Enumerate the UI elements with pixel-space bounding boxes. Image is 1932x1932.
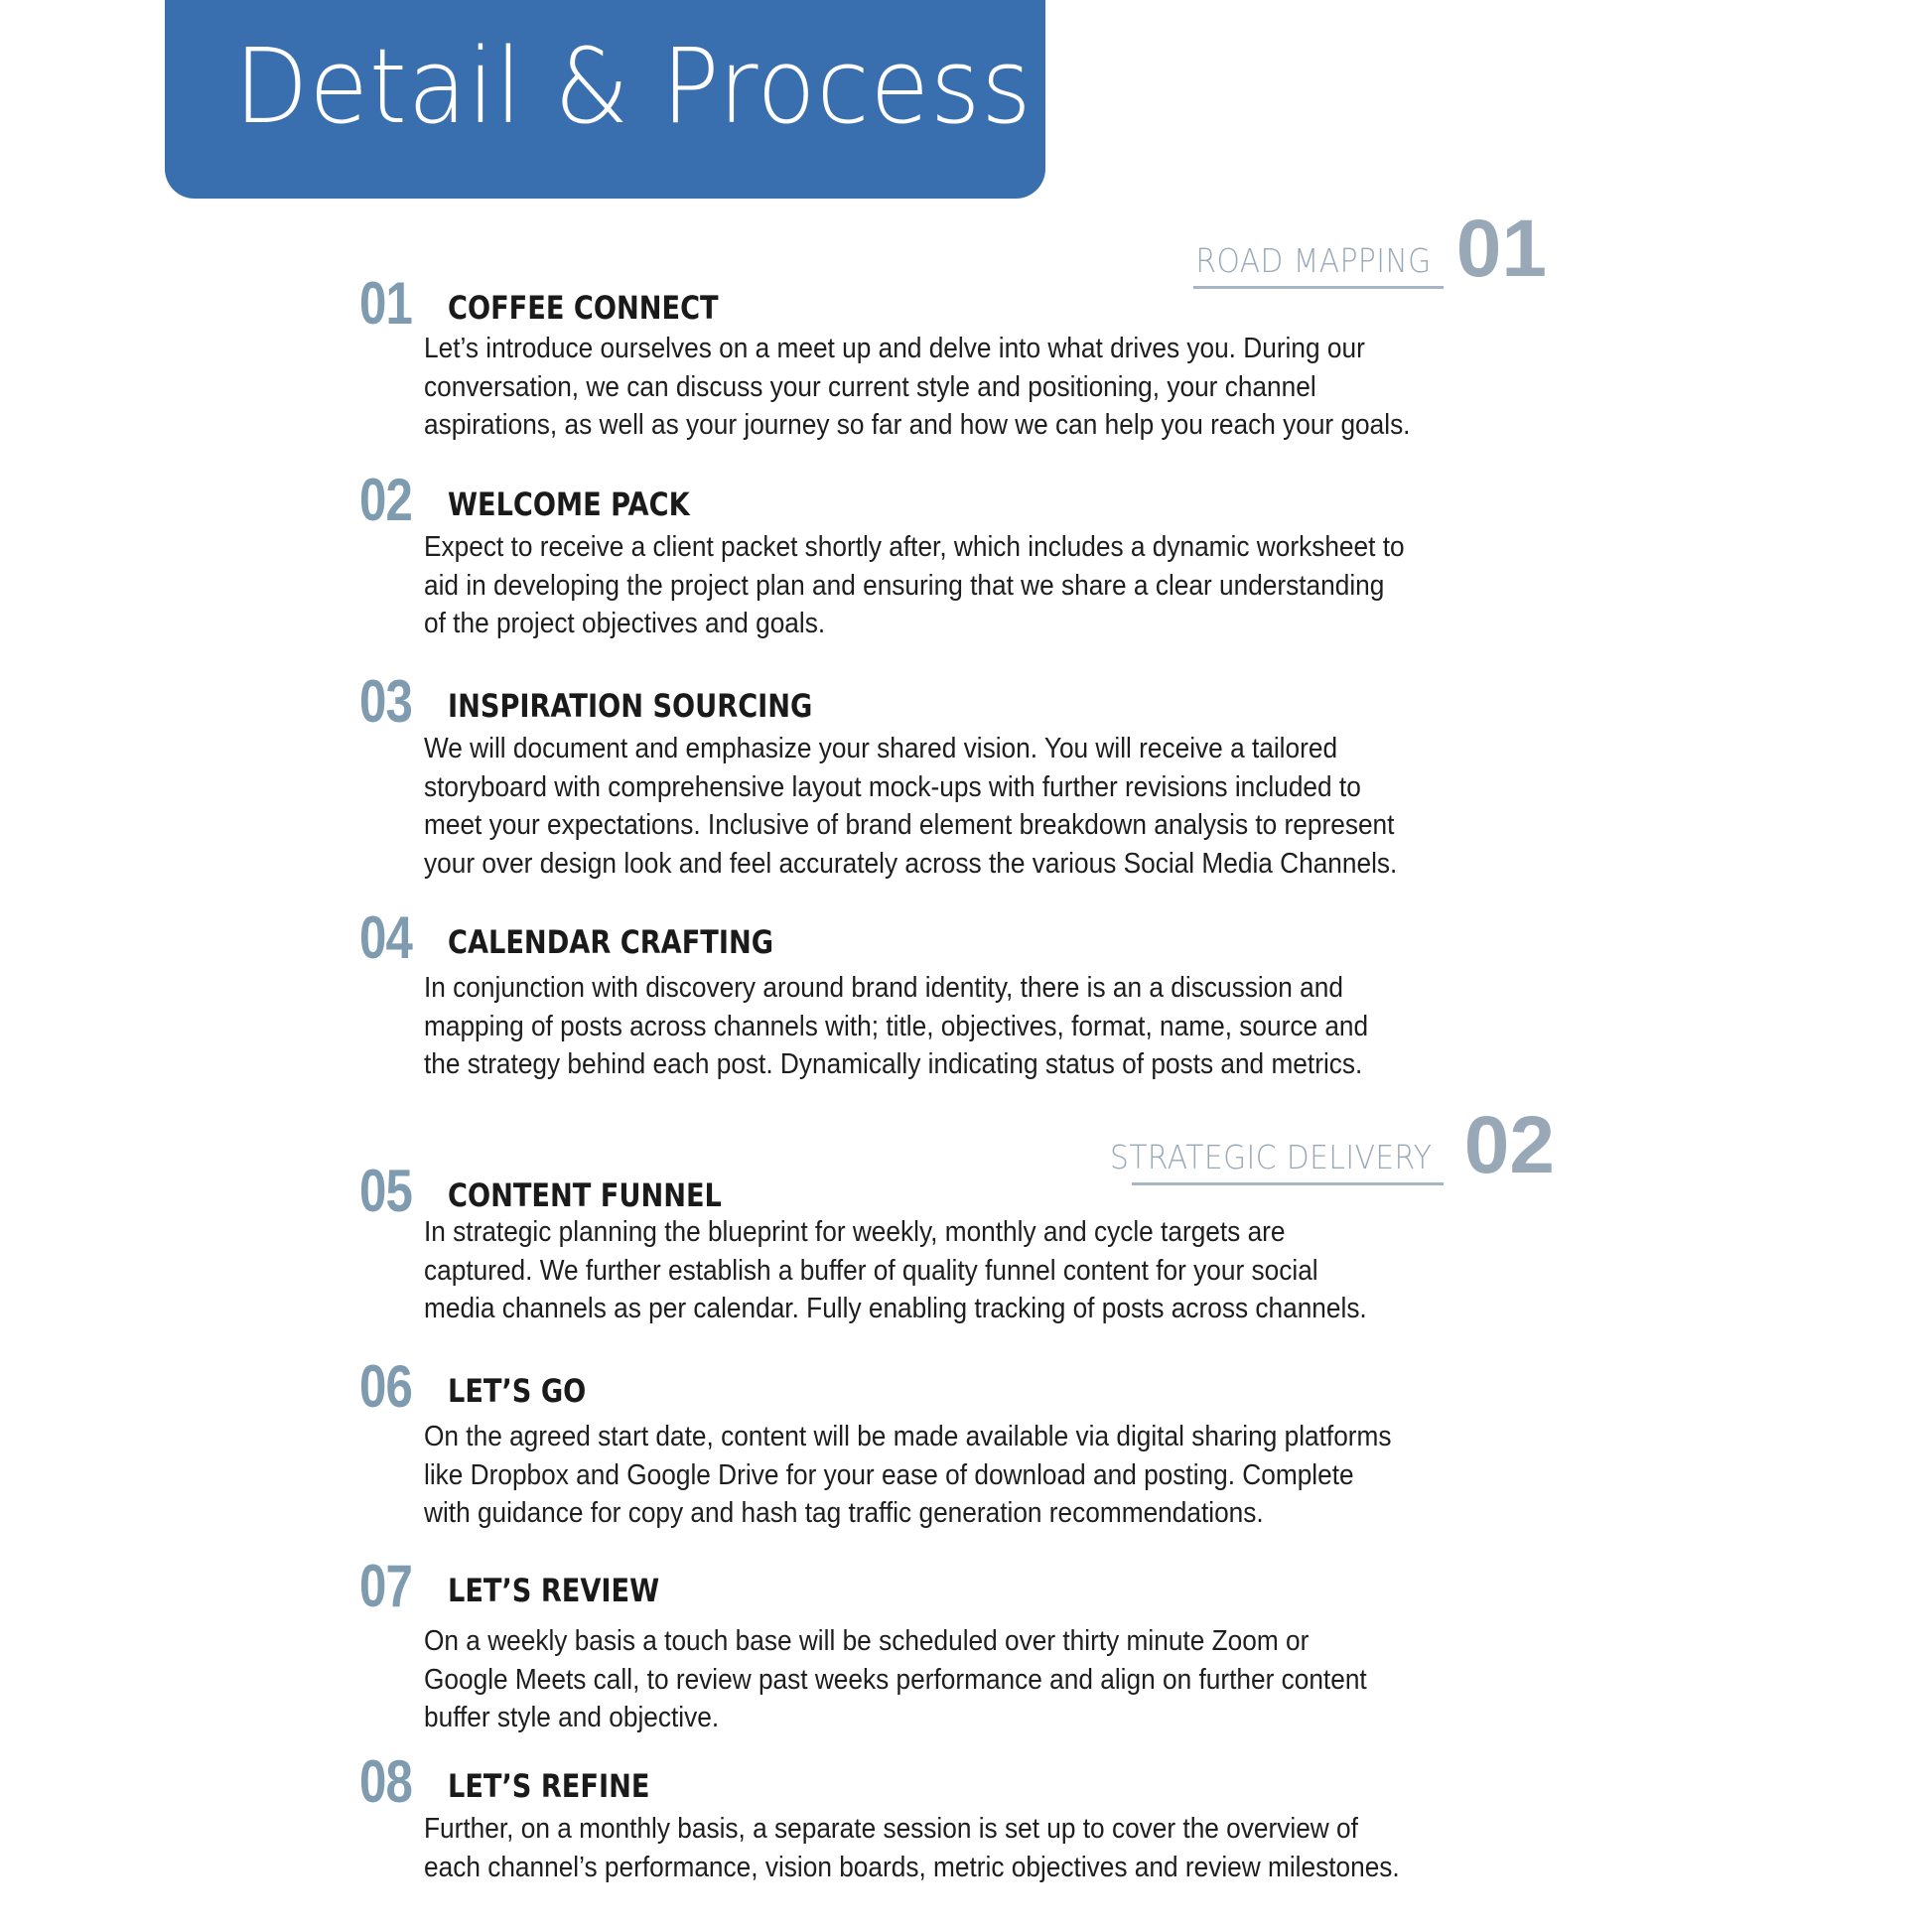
step-number: 08 [359, 1748, 413, 1815]
step-number: 06 [359, 1353, 413, 1420]
step-title: COFFEE CONNECT [448, 289, 719, 327]
description-line: Let’s introduce ourselves on a meet up and delve into what drives you. During our [424, 333, 1365, 364]
step-description [424, 330, 1592, 445]
phase-number: 02 [1463, 1100, 1555, 1190]
description-line: aspirations, as well as your journey so far and how we can help you reach your goals. [424, 409, 1411, 442]
step-title: LET’S REFINE [448, 1767, 650, 1805]
description-line: media channels as per calendar. Fully enabling tracking of posts across channels. [424, 1293, 1367, 1325]
phase-label: ROAD MAPPING [1195, 241, 1432, 280]
step-title: CALENDAR CRAFTING [448, 923, 774, 961]
step-description [424, 969, 1592, 1084]
step-number: 02 [359, 467, 413, 533]
description-line: aid in developing the project plan and ensuring that we share a clear understanding [424, 569, 1385, 602]
description-line: Expect to receive a client packet shortly after, which includes a dynamic worksheet to [424, 531, 1405, 563]
description-line: Further, on a monthly basis, a separate session is set up to cover the overview of [424, 1813, 1358, 1845]
step-description [424, 1622, 1592, 1737]
phase-marker-strategic-delivery [1092, 1100, 1569, 1190]
step-number: 01 [359, 270, 413, 337]
description-line: like Dropbox and Google Drive for your ease of download and posting. Complete [424, 1458, 1354, 1491]
description-line: captured. We further establish a buffer of quality funnel content for your social [424, 1254, 1318, 1287]
description-line: On a weekly basis a touch base will be scheduled over thirty minute Zoom or [424, 1625, 1310, 1657]
description-line: of the project objectives and goals. [424, 608, 826, 640]
step-title: CONTENT FUNNEL [448, 1176, 722, 1214]
description-line: We will document and emphasize your shared vision. You will receive a tailored [424, 733, 1338, 764]
description-line: meet your expectations. Inclusive of brand element breakdown analysis to represent [424, 809, 1395, 842]
phase-underline [1193, 286, 1444, 289]
phase-label: STRATEGIC DELIVERY [1109, 1138, 1432, 1176]
description-line: with guidance for copy and hash tag traffic generation recommendations. [424, 1497, 1264, 1530]
phase-marker-road-mapping [1092, 204, 1569, 294]
page-title: Detail & Process [234, 26, 1033, 147]
description-line: each channel’s performance, vision boards, metric objectives and review milestones. [424, 1851, 1400, 1883]
step-title: LET’S GO [448, 1372, 587, 1410]
step-description [424, 1810, 1592, 1886]
step-description [424, 1213, 1592, 1328]
description-line: storyboard with comprehensive layout mock-ups with further revisions included to [424, 770, 1361, 803]
description-line: buffer style and objective. [424, 1702, 720, 1734]
description-line: the strategy behind each post. Dynamically indicating status of posts and metrics. [424, 1048, 1363, 1081]
description-line: your over design look and feel accurately across the various Social Media Channels. [424, 847, 1398, 880]
step-description [424, 1418, 1592, 1533]
header-banner [165, 0, 1045, 199]
description-line: In conjunction with discovery around brand identity, there is an a discussion and [424, 972, 1343, 1004]
phase-number: 01 [1455, 204, 1547, 294]
step-title: WELCOME PACK [448, 485, 690, 523]
step-description [424, 528, 1592, 643]
step-number: 07 [359, 1553, 413, 1619]
step-number: 05 [359, 1158, 413, 1224]
step-number: 03 [359, 668, 413, 735]
step-title: INSPIRATION SOURCING [448, 687, 813, 725]
step-number: 04 [359, 904, 413, 971]
step-title: LET’S REVIEW [448, 1572, 660, 1609]
description-line: mapping of posts across channels with; title, objectives, format, name, source and [424, 1010, 1369, 1042]
step-description [424, 730, 1592, 883]
description-line: On the agreed start date, content will be made available via digital sharing platforms [424, 1421, 1392, 1452]
description-line: Google Meets call, to review past weeks performance and align on further content [424, 1663, 1367, 1696]
description-line: In strategic planning the blueprint for weekly, monthly and cycle targets are [424, 1216, 1286, 1248]
description-line: conversation, we can discuss your current style and positioning, your channel [424, 370, 1316, 403]
phase-underline [1132, 1182, 1444, 1185]
